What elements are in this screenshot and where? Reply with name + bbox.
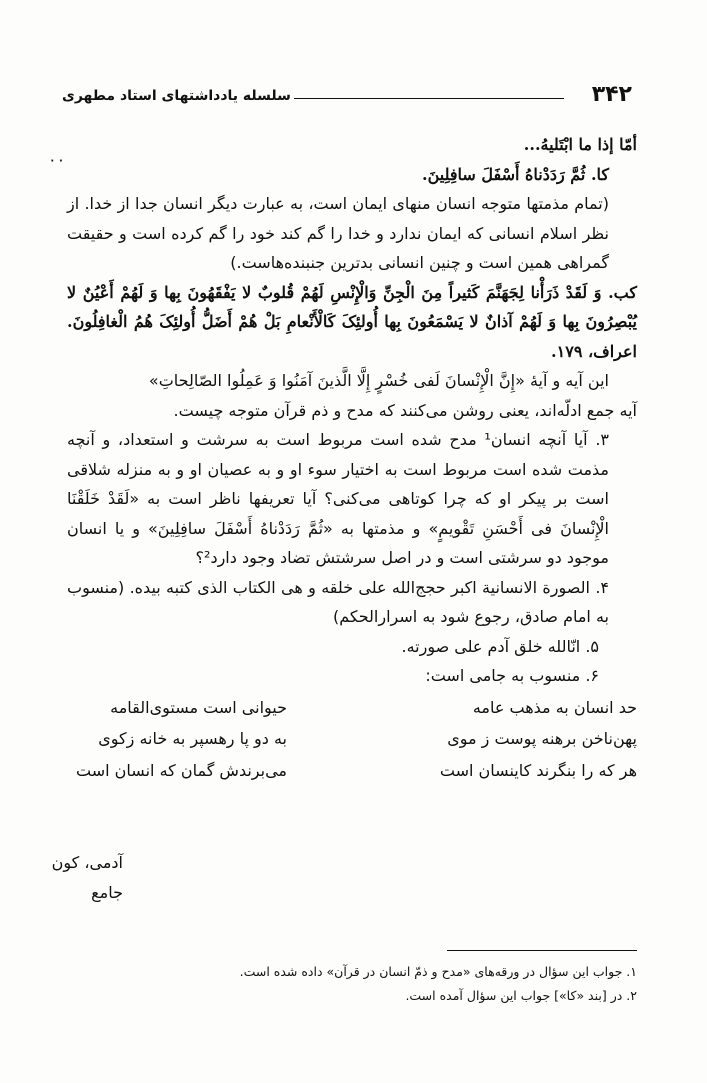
verse-hemistich-b: می‌برندش گمان که انسان است — [76, 760, 287, 780]
series-title: سلسله یادداشتهای استاد مطهری — [62, 88, 291, 104]
footnote-1: ۱. جواب این سؤال در ورقه‌های «مدح و ذمّ انسان در قرآن» داده شده است. — [239, 964, 637, 979]
verse-hemistich-b: به دو پا رهسپر به خانه زکوی — [98, 729, 287, 748]
verse-hemistich-b: حیوانی است مستوی‌القامه — [110, 697, 287, 717]
page-header — [62, 82, 632, 116]
paragraph-item-5: ۵. انّالله خلق آدم علی صورته. — [401, 636, 599, 656]
margin-note-adami: آدمی، کون جامع — [51, 853, 123, 902]
paragraph-kb: کب. وَ لَقَدْ ذَرَأْنا لِجَهَنَّمَ کَثیراً مِنَ الْجِنِّ وَالْإِنْسِ لَهُمْ قُلوبٌ لا یَفْقَهُونَ بِها وَ لَهُمْ أَعْیُنٌ لا یُبْصِرُونَ بِها وَ لَهُمْ آذانٌ لا یَسْمَعُونَ بِها أُولئِکَ کَالْأَنْعامِ بَلْ هُمْ أَضَلُّ أُولئِکَ هُمُ الْغافِلُونَ. اعراف، ۱۷۹. — [67, 282, 637, 361]
verse-hemistich-a: هر که را بنگرند کاینسان است — [439, 760, 637, 780]
paragraph-note: (تمام مذمتها متوجه انسان منهای ایمان است، به عبارت دیگر انسان جدا از خدا. از نظر اسلام انسانی که ایمان ندارد و خدا را گم کند خود را گم کرده است و حقیقت گمراهی همین است و چنین انسانی بدترین جنبنده‌هاست.) — [67, 194, 609, 272]
paragraph-ka: کا. ثُمَّ رَدَدْناهُ أَسْفَلَ سافِلِینَ. — [422, 164, 609, 184]
paragraph-item-4: ۴. الصورة الانسانیة اکبر حجج‌الله علی خلقه و هی الکتاب الذی کتبه بیده. (منسوب به امام صادق، رجوع شود به اسرارالحکم) — [67, 577, 609, 626]
footnotes — [77, 960, 637, 1008]
paragraph-verse-rest: آیه جمع ادلّه‌اند، یعنی روشن می‌کنند که مدح و ذم قرآن متوجه چیست. — [173, 400, 637, 420]
verse-line — [67, 693, 637, 723]
paragraph-question-3: ۳. آیا آنچه انسان¹ مدح شده است مربوط است به سرشت و استعداد، و آنچه مذمت شده است مربوط است به اختیار سوء او و به عصیان او و به منزله شلاقی است بر پیکر او که چرا کوتاهی می‌کنی؟ آیا تعریفها ناظر است به «لَقَدْ خَلَقْنَا الْإِنْسانَ فی أَحْسَنِ تَقْویمٍ» و مذمتها به «ثُمَّ رَدَدْناهُ أَسْفَلَ سافِلِینَ» و یا انسان موجود دو سرشتی است و در اصل سرشتش تضاد وجود دارد²؟ — [67, 430, 610, 567]
paragraph-verse-lead: این آیه و آیهٔ «إِنَّ الْإِنْسانَ لَفی خُسْرٍ إِلَّا الَّذینَ آمَنُوا وَ عَمِلُوا الصّالِحاتِ» — [148, 371, 609, 390]
footnote-rule — [447, 950, 637, 951]
page-number: ۳۴۲ — [591, 82, 632, 107]
verse-hemistich-a: پهن‌ناخن برهنه پوست ز موی — [447, 729, 637, 748]
paragraph-opening-quote: أمّا إذا ما ابْتَلیهُ... — [523, 135, 637, 154]
verse-line — [67, 756, 637, 786]
verse-hemistich-a: حد انسان به مذهب عامه — [472, 697, 637, 717]
paragraph-item-6: ۶. منسوب به جامی است: — [425, 666, 599, 685]
header-rule — [294, 98, 564, 99]
verse-line — [67, 724, 637, 754]
footnote-2: ۲. در [بند «کا»] جواب این سؤال آمده است. — [405, 988, 637, 1003]
body-text — [67, 130, 637, 785]
margin-mark: ۰۰ — [48, 150, 66, 169]
